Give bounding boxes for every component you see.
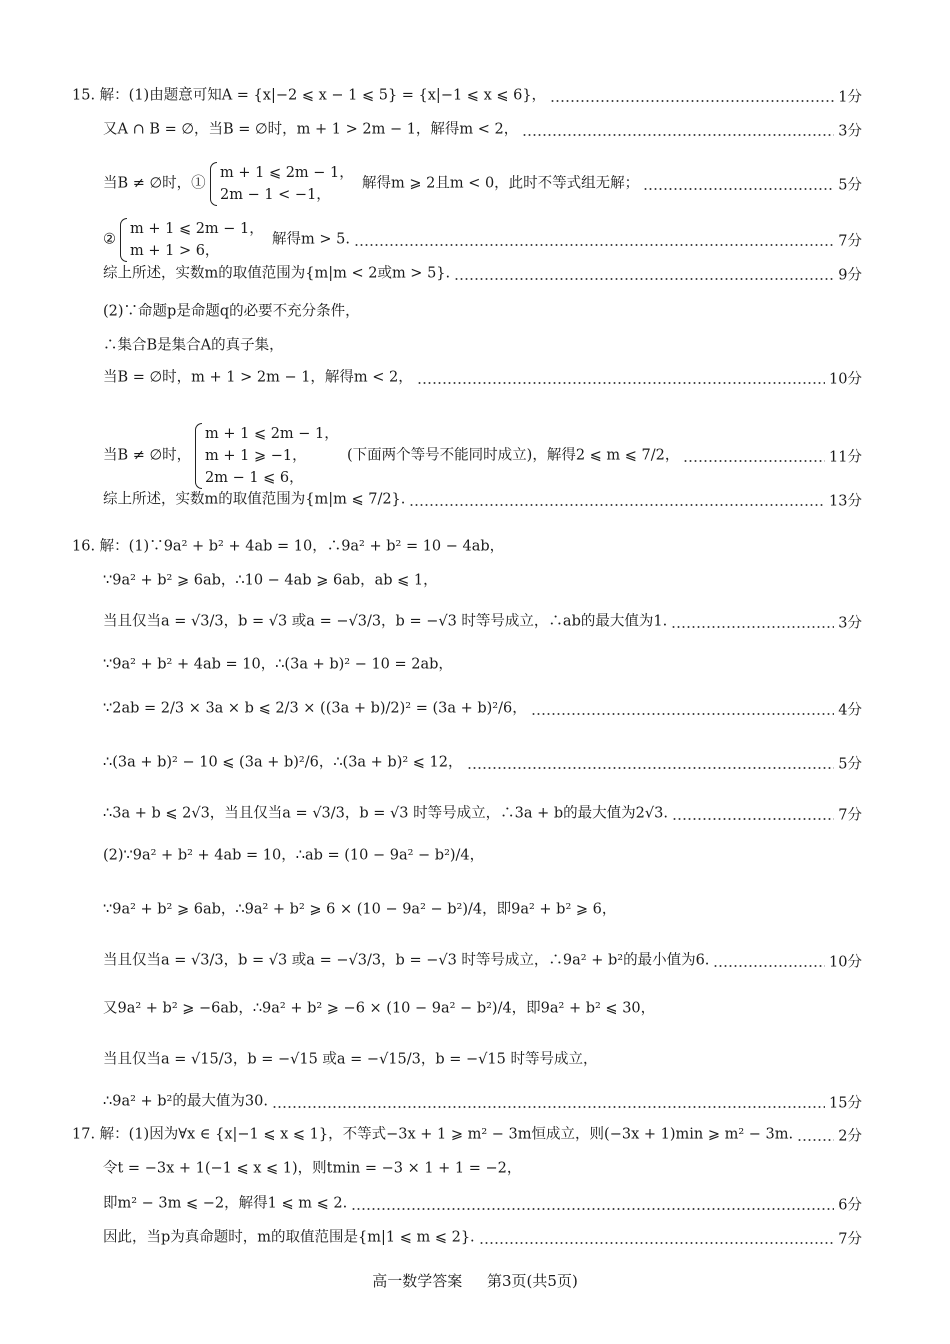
score-label: 5分 <box>838 177 862 194</box>
footer-subject: 高一数学答案 <box>372 1272 463 1290</box>
dot-leader <box>467 767 834 769</box>
solution-line <box>0 530 950 564</box>
solution-line <box>0 361 950 395</box>
system-row: m + 1 ⩽ 2m − 1， <box>220 165 354 181</box>
dot-leader <box>797 1139 834 1141</box>
line-text: 综上所述，实数m的取值范围为{m|m < 2或m > 5}. <box>103 265 451 282</box>
score-label: 7分 <box>838 807 862 824</box>
score-label: 4分 <box>838 702 862 719</box>
brace <box>120 218 127 262</box>
line-text: 当B = ∅时，m + 1 > 2m − 1，解得m < 2， <box>103 369 413 386</box>
dot-leader <box>479 1242 834 1244</box>
line-text: 因此，当p为真命题时，m的取值范围是{m|1 ⩽ m ⩽ 2}. <box>103 1229 475 1246</box>
system-row: m + 1 ⩽ 2m − 1， <box>130 221 264 237</box>
score-label: 10分 <box>829 371 862 388</box>
line-text-continued: 解得m ⩾ 2且m < 0，此时不等式组无解； <box>362 175 640 192</box>
dot-leader <box>713 965 825 967</box>
dot-leader <box>351 1208 834 1210</box>
dot-leader <box>672 818 834 820</box>
score-label: 15分 <box>829 1095 862 1112</box>
solution-line <box>0 797 950 831</box>
line-text: 当且仅当a = √3/3，b = √3 或a = −√3/3，b = −√3 时等号成立，∴9a² + b²的最小值为6. <box>103 952 710 969</box>
line-text: ∴9a² + b²的最大值为30. <box>103 1093 268 1110</box>
line-text: 综上所述，实数m的取值范围为{m|m ⩽ 7/2}. <box>103 491 406 508</box>
dot-leader <box>409 504 825 506</box>
solution-line <box>0 329 950 363</box>
score-label: 10分 <box>829 954 862 971</box>
score-label: 3分 <box>838 615 862 632</box>
score-label: 2分 <box>838 1128 862 1145</box>
solution-line <box>0 1221 950 1255</box>
line-text: (2)∵9a² + b² + 4ab = 10，∴ab = (10 − 9a² − b²)/4， <box>103 847 485 864</box>
solution-line <box>0 155 950 213</box>
line-text: 17. 解：(1)因为∀x ∈ {x|−1 ⩽ x ⩽ 1}，不等式−3x + 1 ⩾ m² − 3m恒成立，则(−3x + 1)min ⩾ m² − 3m. <box>72 1126 794 1143</box>
line-text: ∴3a + b ⩽ 2√3，当且仅当a = √3/3，b = √3 时等号成立，∴3a + b的最大值为2√3. <box>103 805 668 822</box>
system-row: m + 1 > 6， <box>130 243 220 259</box>
solution-line <box>0 295 950 329</box>
line-text: ∵9a² + b² ⩾ 6ab，∴9a² + b² ⩾ 6 × (10 − 9a² − b²)/4，即9a² + b² ⩾ 6， <box>103 901 617 918</box>
solution-line <box>0 1152 950 1186</box>
solution-line <box>0 1043 950 1077</box>
dot-leader <box>522 134 834 136</box>
line-text: ∵9a² + b² + 4ab = 10，∴(3a + b)² − 10 = 2ab， <box>103 656 453 673</box>
brace <box>195 423 202 489</box>
dot-leader <box>643 188 834 190</box>
solution-line <box>0 1118 950 1152</box>
solution-line <box>0 746 950 780</box>
solution-line <box>0 839 950 873</box>
dot-leader <box>531 713 834 715</box>
system-row: m + 1 ⩽ 2m − 1， <box>205 426 339 442</box>
page-footer <box>0 1270 950 1291</box>
line-text-continued: (下面两个等号不能同时成立)，解得2 ⩽ m ⩽ 7/2， <box>347 447 680 464</box>
solution-line <box>0 257 950 291</box>
solution-line <box>0 605 950 639</box>
brace <box>210 162 217 206</box>
line-text: 16. 解：(1)∵9a² + b² + 4ab = 10，∴9a² + b² = 10 − 4ab， <box>72 538 505 555</box>
line-text: 又9a² + b² ⩾ −6ab，∴9a² + b² ⩾ −6 × (10 − 9a² − b²)/4，即9a² + b² ⩽ 30， <box>103 1000 656 1017</box>
line-text: 当且仅当a = √3/3，b = √3 或a = −√3/3，b = −√3 时等号成立，∴ab的最大值为1. <box>103 613 668 630</box>
line-text: ∵2ab = 2/3 × 3a × b ⩽ 2/3 × ((3a + b)/2)² = (3a + b)²/6， <box>103 700 527 717</box>
dot-leader <box>272 1106 825 1108</box>
solution-line <box>0 483 950 517</box>
dot-leader <box>417 382 825 384</box>
solution-line <box>0 1085 950 1119</box>
solution-line <box>0 944 950 978</box>
line-text: 令t = −3x + 1(−1 ⩽ x ⩽ 1)，则tmin = −3 × 1 + 1 = −2， <box>103 1160 522 1177</box>
score-label: 3分 <box>838 123 862 140</box>
dot-leader <box>454 278 834 280</box>
line-text: 又A ∩ B = ∅，当B = ∅时，m + 1 > 2m − 1，解得m < 2， <box>103 121 519 138</box>
dot-leader <box>683 460 825 462</box>
line-text: ∵9a² + b² ⩾ 6ab，∴10 − 4ab ⩾ 6ab，ab ⩽ 1， <box>103 572 438 589</box>
line-text: ∴(3a + b)² − 10 ⩽ (3a + b)²/6，∴(3a + b)² ⩽ 12， <box>103 754 463 771</box>
score-label: 1分 <box>838 89 862 106</box>
solution-line <box>0 113 950 147</box>
solution-line <box>0 79 950 113</box>
solution-line <box>0 648 950 682</box>
dot-leader <box>550 100 834 102</box>
dot-leader <box>671 626 834 628</box>
footer-page-number: 第3页(共5页) <box>487 1272 578 1290</box>
score-label: 9分 <box>838 267 862 284</box>
solution-line <box>0 564 950 598</box>
score-label: 7分 <box>838 1231 862 1248</box>
solution-line <box>0 1187 950 1221</box>
system-row: 2m − 1 < −1， <box>220 187 331 203</box>
system-row: m + 1 ⩾ −1， <box>205 448 307 464</box>
score-label: 7分 <box>838 233 862 250</box>
line-text: 当B ≠ ∅时， <box>103 447 192 464</box>
line-text: (2)∵命题p是命题q的必要不充分条件， <box>103 303 360 320</box>
score-label: 5分 <box>838 756 862 773</box>
line-text-continued: 解得m > 5. <box>272 231 350 248</box>
line-text: ∴集合B是集合A的真子集， <box>103 337 284 354</box>
score-label: 13分 <box>829 493 862 510</box>
score-label: 6分 <box>838 1197 862 1214</box>
solution-line <box>0 992 950 1026</box>
score-label: 11分 <box>829 449 862 466</box>
line-text: 当且仅当a = √15/3，b = −√15 或a = −√15/3，b = −√15 时等号成立， <box>103 1051 598 1068</box>
solution-line <box>0 893 950 927</box>
dot-leader <box>354 244 834 246</box>
system-row: 2m − 1 ⩽ 6， <box>205 470 304 486</box>
line-text: ② <box>103 231 116 248</box>
line-text: 当B ≠ ∅时，① <box>103 175 206 192</box>
line-text: 15. 解：(1)由题意可知A = {x|−2 ⩽ x − 1 ⩽ 5} = {x|−1 ⩽ x ⩽ 6}， <box>72 87 547 104</box>
line-text: 即m² − 3m ⩽ −2，解得1 ⩽ m ⩽ 2. <box>103 1195 348 1212</box>
solution-line <box>0 692 950 726</box>
